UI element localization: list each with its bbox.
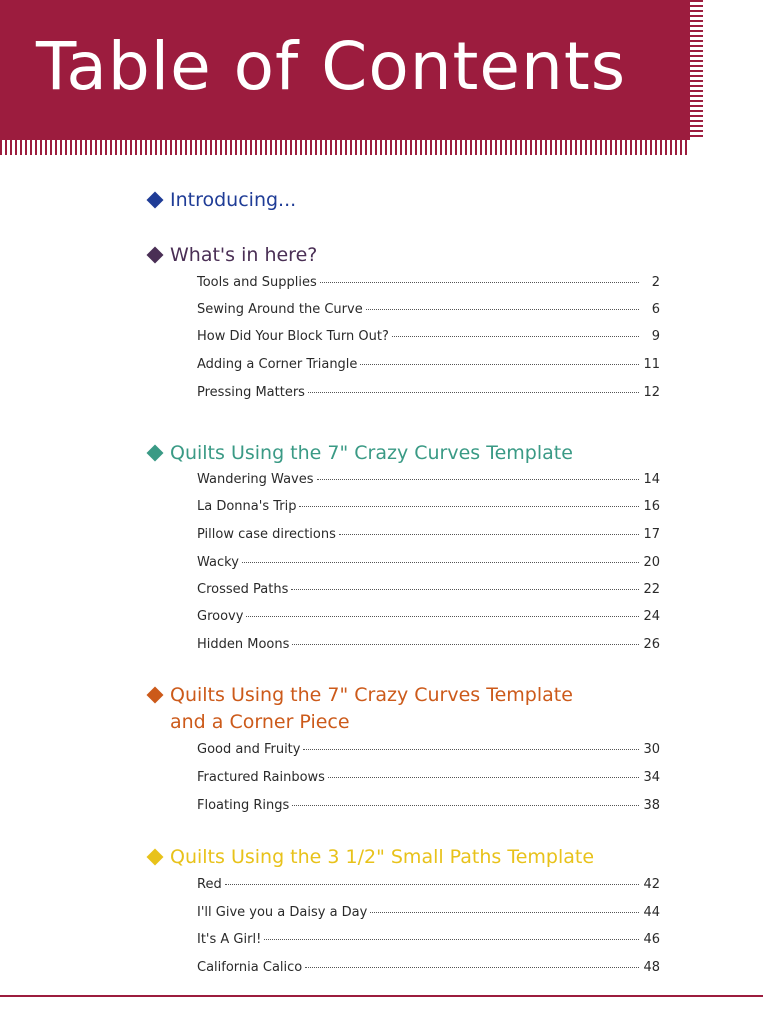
toc-entry[interactable]: Pillow case directions 17 [197, 527, 660, 542]
page-number: 12 [643, 385, 660, 400]
toc-entry[interactable]: Wacky 20 [197, 555, 660, 570]
dot-leader [308, 392, 639, 393]
toc-entry[interactable]: Crossed Paths 22 [197, 582, 660, 597]
dot-leader [292, 805, 639, 806]
page-number: 34 [643, 770, 660, 785]
diamond-bullet-icon [147, 686, 164, 703]
page-number: 38 [643, 798, 660, 813]
page-number: 6 [651, 302, 660, 317]
dot-leader [264, 939, 639, 940]
page-number: 14 [643, 472, 660, 487]
page-number: 48 [643, 960, 660, 975]
dot-leader [317, 479, 639, 480]
toc-entry[interactable]: It's A Girl! 46 [197, 932, 660, 947]
toc-entry[interactable]: How Did Your Block Turn Out? 9 [197, 329, 660, 344]
page-number: 44 [643, 905, 660, 920]
banner-stripe-bottom [0, 140, 690, 155]
section-heading-whats-in-here[interactable]: What's in here? [146, 243, 317, 267]
dot-leader [291, 589, 639, 590]
toc-entry[interactable]: Adding a Corner Triangle 11 [197, 357, 660, 372]
page-number: 24 [643, 609, 660, 624]
page-number: 30 [643, 742, 660, 757]
section-heading-crazy-curves[interactable]: Quilts Using the 7" Crazy Curves Template [146, 441, 573, 465]
diamond-bullet-icon [147, 848, 164, 865]
page-number: 11 [643, 357, 660, 372]
page-number: 22 [643, 582, 660, 597]
dot-leader [360, 364, 639, 365]
dot-leader [392, 336, 639, 337]
page-number: 17 [643, 527, 660, 542]
toc-entry[interactable]: Floating Rings 38 [197, 798, 660, 813]
dot-leader [299, 506, 639, 507]
page-number: 2 [651, 275, 660, 290]
toc-entry[interactable]: Tools and Supplies 2 [197, 275, 660, 290]
toc-entry[interactable]: Hidden Moons 26 [197, 637, 660, 652]
page-number: 26 [643, 637, 660, 652]
diamond-bullet-icon [147, 246, 164, 263]
dot-leader [339, 534, 639, 535]
dot-leader [303, 749, 639, 750]
banner-stripe-right [690, 0, 703, 140]
toc-entry[interactable]: Red 42 [197, 877, 660, 892]
page-title: Table of Contents [36, 28, 627, 105]
dot-leader [366, 309, 639, 310]
toc-entry[interactable]: Pressing Matters 12 [197, 385, 660, 400]
dot-leader [225, 884, 639, 885]
dot-leader [292, 644, 639, 645]
toc-entry[interactable]: Wandering Waves 14 [197, 472, 660, 487]
dot-leader [328, 777, 639, 778]
toc-entry[interactable]: California Calico 48 [197, 960, 660, 975]
dot-leader [370, 912, 639, 913]
section-heading-crazy-curves-corner[interactable]: Quilts Using the 7" Crazy Curves Template [146, 683, 573, 707]
dot-leader [320, 282, 639, 283]
bottom-rule [0, 995, 763, 997]
toc-entry[interactable]: La Donna's Trip 16 [197, 499, 660, 514]
section-heading-crazy-curves-corner-line2: and a Corner Piece [170, 711, 350, 733]
toc-entry[interactable]: Fractured Rainbows 34 [197, 770, 660, 785]
page-number: 20 [643, 555, 660, 570]
page-number: 46 [643, 932, 660, 947]
section-heading-introducing[interactable]: Introducing... [146, 188, 296, 212]
toc-entry[interactable]: Sewing Around the Curve 6 [197, 302, 660, 317]
page-number: 9 [651, 329, 660, 344]
diamond-bullet-icon [147, 444, 164, 461]
diamond-bullet-icon [147, 191, 164, 208]
page-number: 16 [643, 499, 660, 514]
toc-entry[interactable]: I'll Give you a Daisy a Day 44 [197, 905, 660, 920]
toc-entry[interactable]: Groovy 24 [197, 609, 660, 624]
toc-entry[interactable]: Good and Fruity 30 [197, 742, 660, 757]
dot-leader [246, 616, 639, 617]
dot-leader [242, 562, 639, 563]
dot-leader [305, 967, 639, 968]
page-number: 42 [643, 877, 660, 892]
section-heading-small-paths[interactable]: Quilts Using the 3 1/2" Small Paths Template [146, 845, 594, 869]
